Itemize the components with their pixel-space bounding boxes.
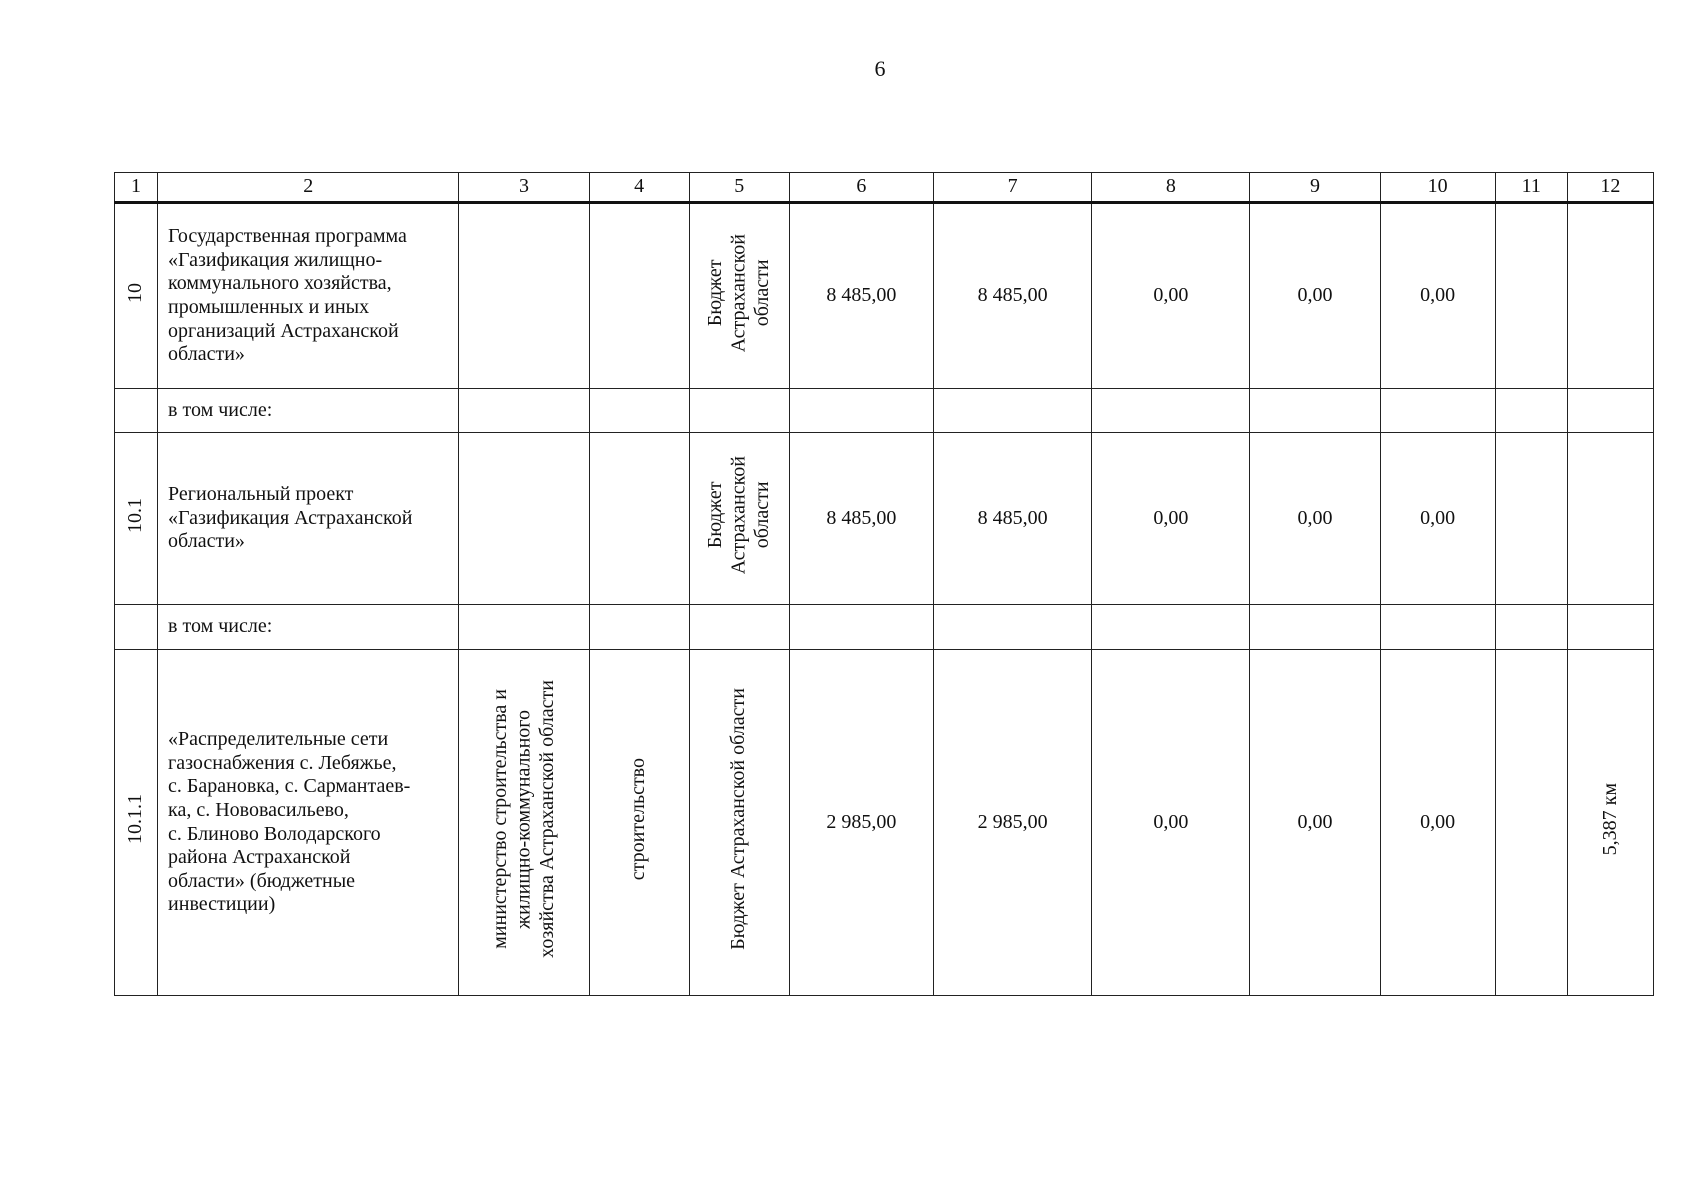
value-cell: 8 485,00 xyxy=(934,433,1092,605)
row-name: «Распределительные сети газоснабжения с. Лебяжье, с. Барановка, с. Сармантаев- ка, с. Нововасильево, с. Блиново Володарского района Астраханской области» (бюджетные инвестиции) xyxy=(168,728,411,916)
capacity-cell xyxy=(1567,650,1653,996)
value-cell: 0,00 xyxy=(1092,433,1250,605)
value-cell: 0,00 xyxy=(1250,433,1380,605)
row-number: 10.1 xyxy=(124,497,147,533)
funding-source-cell xyxy=(689,650,789,996)
work-type-cell xyxy=(589,433,689,605)
column-header: 12 xyxy=(1567,173,1653,203)
row-name: Региональный проект «Газификация Астраханской области» xyxy=(168,483,413,553)
including-label: в том числе: xyxy=(158,605,459,650)
value-cell: 0,00 xyxy=(1250,650,1380,996)
table-row xyxy=(115,203,1654,389)
value-cell: 0,00 xyxy=(1380,203,1495,389)
value-cell: 2 985,00 xyxy=(789,650,933,996)
value-cell xyxy=(1567,433,1653,605)
column-header: 7 xyxy=(934,173,1092,203)
column-header: 4 xyxy=(589,173,689,203)
value-cell: 8 485,00 xyxy=(934,203,1092,389)
value-cell: 0,00 xyxy=(1380,650,1495,996)
value-cell xyxy=(1567,203,1653,389)
row-number-cell xyxy=(115,433,158,605)
value-cell: 8 485,00 xyxy=(789,203,933,389)
work-type-cell xyxy=(589,650,689,996)
column-header: 5 xyxy=(689,173,789,203)
value-cell: 0,00 xyxy=(1380,433,1495,605)
work-type: строительство xyxy=(627,758,650,881)
row-name-cell xyxy=(158,650,459,996)
row-name: Государственная программа «Газификация жилищно-коммунального хозяйства, промышленных и иных организаций Астраханской области» xyxy=(168,225,407,366)
executor-cell xyxy=(459,203,589,389)
column-header: 8 xyxy=(1092,173,1250,203)
data-table xyxy=(114,172,1654,996)
column-header: 10 xyxy=(1380,173,1495,203)
column-header: 9 xyxy=(1250,173,1380,203)
value-cell: 0,00 xyxy=(1092,203,1250,389)
capacity-value: 5,387 км xyxy=(1598,783,1621,856)
row-number-cell xyxy=(115,650,158,996)
executor-cell xyxy=(459,650,589,996)
funding-source-cell xyxy=(689,203,789,389)
funding-source: Бюджет Астраханской области xyxy=(727,688,750,951)
row-number: 10.1.1 xyxy=(124,794,147,845)
value-cell: 2 985,00 xyxy=(934,650,1092,996)
row-name-cell xyxy=(158,203,459,389)
column-header: 1 xyxy=(115,173,158,203)
row-number-cell xyxy=(115,203,158,389)
value-cell xyxy=(1495,203,1567,389)
column-header: 2 xyxy=(158,173,459,203)
executor-cell xyxy=(459,433,589,605)
value-cell xyxy=(1495,433,1567,605)
row-number: 10 xyxy=(124,282,147,303)
executor: министерство строительства и жилищно-коммунального хозяйства Астраханской области xyxy=(488,680,558,959)
table-row xyxy=(115,605,1654,650)
funding-source: Бюджет Астраханской области xyxy=(703,456,774,575)
column-header: 11 xyxy=(1495,173,1567,203)
value-cell xyxy=(1495,650,1567,996)
table-row xyxy=(115,389,1654,433)
table-row xyxy=(115,433,1654,605)
header-row xyxy=(115,173,1654,203)
work-type-cell xyxy=(589,203,689,389)
page-number: 6 xyxy=(874,56,886,81)
including-label: в том числе: xyxy=(158,389,459,433)
row-name-cell xyxy=(158,433,459,605)
funding-source-cell xyxy=(689,433,789,605)
value-cell: 0,00 xyxy=(1250,203,1380,389)
funding-source: Бюджет Астраханской области xyxy=(703,233,774,352)
column-header: 3 xyxy=(459,173,589,203)
table-row xyxy=(115,650,1654,996)
column-header: 6 xyxy=(789,173,933,203)
value-cell: 8 485,00 xyxy=(789,433,933,605)
value-cell: 0,00 xyxy=(1092,650,1250,996)
